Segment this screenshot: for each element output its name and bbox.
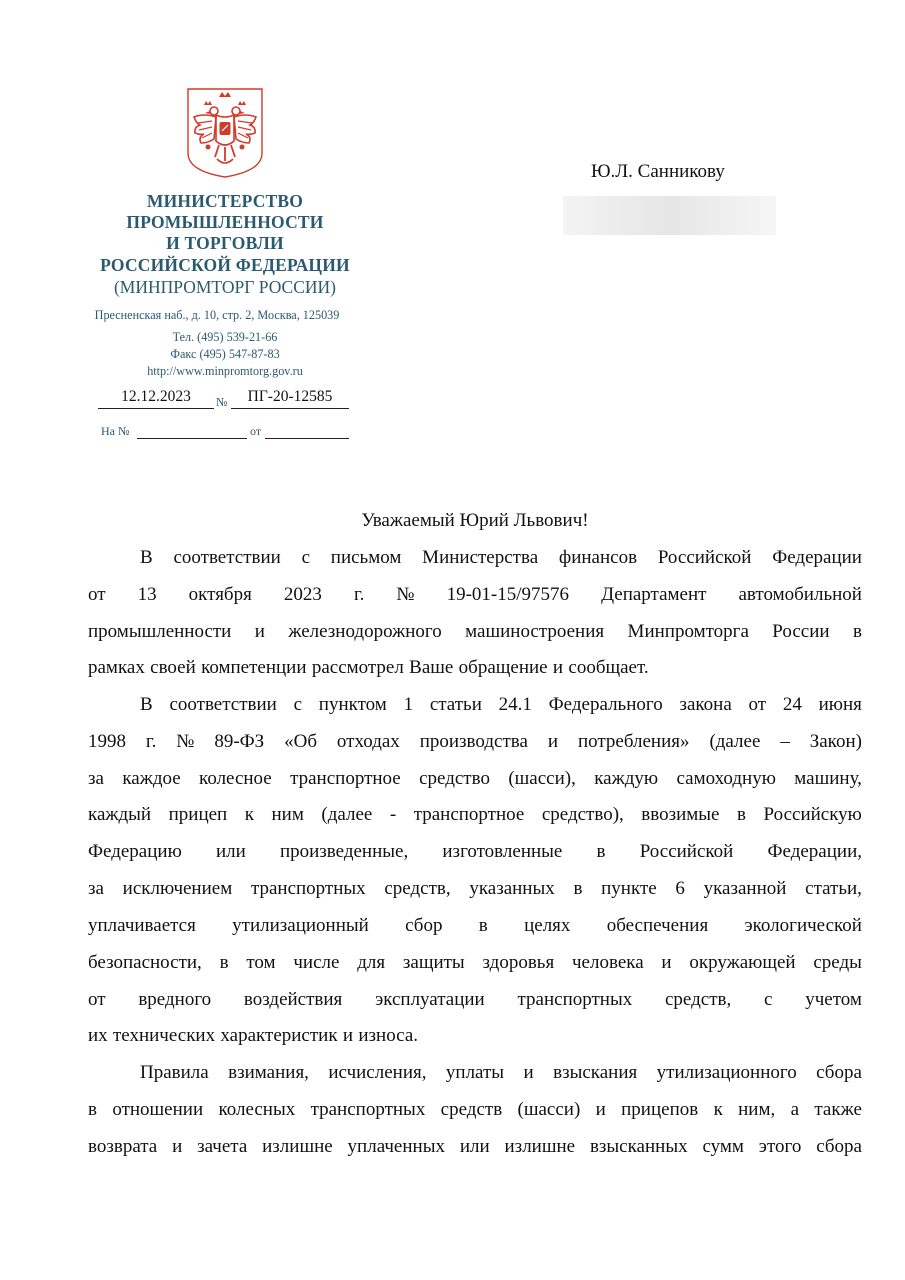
body-word: 24 (782, 694, 802, 715)
body-word: с (293, 694, 303, 715)
body-word: колесных (218, 1099, 296, 1120)
ministry-short-name: (МИНПРОМТОРГ РОССИИ) (113, 277, 336, 297)
ministry-name-line-4: РОССИЙСКОЙ ФЕДЕРАЦИИ (100, 255, 350, 275)
body-word: от (88, 989, 106, 1010)
body-word: уплачивается (88, 915, 196, 936)
body-word: каждое (122, 768, 181, 789)
body-word: безопасности, (88, 952, 202, 973)
body-word: № (396, 584, 415, 605)
body-word: технических (112, 1025, 216, 1046)
body-word: (далее (321, 804, 373, 825)
body-word: (шасси), (508, 768, 576, 789)
letter-date: 12.12.2023 (121, 388, 191, 405)
ministry-fax: Факс (495) 547-87-83 (170, 347, 280, 361)
body-word: каждую (594, 768, 659, 789)
body-word: окружающей (689, 952, 796, 973)
body-word: статьи (429, 694, 482, 715)
body-word: Федерации (772, 547, 862, 568)
number-underline (231, 408, 349, 409)
body-word: среды (813, 952, 862, 973)
body-word: закона (679, 694, 732, 715)
body-word: также (814, 1099, 862, 1120)
body-word: производства (419, 731, 528, 752)
redacted-block (563, 196, 776, 235)
body-word: за (88, 878, 104, 899)
body-line (88, 619, 862, 645)
body-line (88, 1023, 862, 1049)
body-word: машиностроения (465, 621, 605, 642)
body-word: автомобильной (738, 584, 862, 605)
body-word: и (547, 731, 559, 752)
body-word: каждый (88, 804, 152, 825)
body-word: промышленности (88, 621, 232, 642)
in-reply-label: На № (101, 424, 130, 438)
body-word: воздействия (243, 989, 343, 1010)
body-line (88, 582, 862, 608)
body-word: Закон) (809, 731, 862, 752)
body-word: возврата (88, 1136, 158, 1157)
body-word: в (88, 1099, 97, 1120)
body-word: в (478, 915, 488, 936)
body-line (88, 839, 862, 865)
body-word: здоровья (482, 952, 555, 973)
body-word: транспортное (290, 768, 401, 789)
body-word: и (552, 657, 564, 678)
body-word: зачета (197, 1136, 248, 1157)
body-word: г. (145, 731, 157, 752)
body-word: с (764, 989, 773, 1010)
body-word: 2023 (283, 584, 322, 605)
body-word: средство (419, 768, 490, 789)
body-word: Министерства (422, 547, 539, 568)
body-line (88, 987, 862, 1013)
body-word: числе (293, 952, 340, 973)
body-word: и (523, 1062, 534, 1083)
body-line (88, 1134, 862, 1160)
from-label: от (250, 424, 262, 438)
body-word: октября (188, 584, 252, 605)
date-underline (98, 408, 214, 409)
body-word: и (172, 1136, 183, 1157)
body-word: Ваше (409, 657, 454, 678)
body-word: г. (353, 584, 365, 605)
body-word: том (246, 952, 276, 973)
from-underline (265, 438, 349, 439)
body-word: В (140, 694, 153, 715)
letter-number: ПГ-20-12585 (247, 388, 333, 405)
body-word: и (254, 621, 265, 642)
body-word: утилизационный (232, 915, 369, 936)
body-word: ним, (738, 1099, 776, 1120)
body-word: исключением (122, 878, 233, 899)
body-word: 13 (137, 584, 157, 605)
body-word: защиты (402, 952, 465, 973)
body-word: или (215, 841, 246, 862)
body-line (88, 802, 862, 828)
body-word: России (772, 621, 830, 642)
body-word: 89-ФЗ (214, 731, 265, 752)
body-word: сбора (816, 1136, 862, 1157)
body-word: – (780, 731, 790, 752)
body-word: от (748, 694, 767, 715)
body-word: излишне (504, 1136, 576, 1157)
body-line (88, 1097, 862, 1123)
body-word: сумм (702, 1136, 744, 1157)
body-word: железнодорожного (288, 621, 442, 642)
body-word: 6 (675, 878, 685, 899)
ministry-name-line-2: ПРОМЫШЛЕННОСТИ (126, 212, 324, 232)
body-word: № (176, 731, 195, 752)
in-reply-underline (137, 438, 247, 439)
addressee-name: Ю.Л. Санникову (591, 161, 725, 182)
body-line (88, 766, 862, 792)
body-word: исчисления, (328, 1062, 427, 1083)
body-word: человека (571, 952, 644, 973)
body-word: с (301, 547, 311, 568)
body-word: или (459, 1136, 490, 1157)
body-word: в (737, 804, 746, 825)
ministry-name-line-1: МИНИСТЕРСТВО (146, 191, 304, 211)
salutation: Уважаемый Юрий Львович! (361, 510, 589, 531)
body-word: 24.1 (498, 694, 532, 715)
body-line (140, 692, 862, 718)
body-word: указанных (469, 878, 555, 899)
body-word: к (713, 1099, 723, 1120)
body-word: сообщает. (568, 657, 649, 678)
body-word: транспортных (310, 1099, 426, 1120)
body-line (140, 1060, 862, 1086)
body-word: утилизационного (656, 1062, 797, 1083)
body-word: (шасси) (517, 1099, 581, 1120)
body-word: соответствии (169, 694, 277, 715)
body-word: излишне (262, 1136, 333, 1157)
body-word: Российской (639, 841, 734, 862)
body-word: Федерации, (767, 841, 862, 862)
body-word: средств (440, 1099, 503, 1120)
body-word: средств, (665, 989, 732, 1010)
body-word: в (219, 952, 229, 973)
body-word: и (595, 1099, 606, 1120)
ministry-phone: Тел. (495) 539-21-66 (172, 330, 278, 344)
body-word: и (661, 952, 672, 973)
ministry-name-line-3: И ТОРГОВЛИ (166, 233, 284, 253)
body-word: статьи, (805, 878, 862, 899)
russian-coat-of-arms-icon (186, 87, 264, 179)
body-word: в (852, 621, 862, 642)
body-word: транспортное (413, 804, 525, 825)
body-word: вредного (138, 989, 212, 1010)
body-word: указанной (703, 878, 787, 899)
body-word: финансов (558, 547, 638, 568)
body-word: износа. (358, 1025, 419, 1046)
body-word: июня (818, 694, 862, 715)
body-line (88, 876, 862, 902)
body-word: сбор (405, 915, 443, 936)
body-word: взимания, (228, 1062, 309, 1083)
body-word: рассмотрел (311, 657, 404, 678)
body-word: пункте (601, 878, 657, 899)
body-word: самоходную (676, 768, 776, 789)
body-word: взыскания (553, 1062, 638, 1083)
body-word: компетенции (201, 657, 307, 678)
body-word: (далее (709, 731, 761, 752)
body-word: характеристик (220, 1025, 338, 1046)
body-word: В (140, 547, 153, 568)
body-word: своей (150, 657, 196, 678)
body-word: средств, (384, 878, 451, 899)
body-word: прицепов (621, 1099, 699, 1120)
body-word: изготовленные (442, 841, 563, 862)
body-word: машину, (794, 768, 862, 789)
body-word: потребления» (577, 731, 690, 752)
body-word: от (88, 584, 106, 605)
body-word: ним (271, 804, 304, 825)
body-word: 19-01-15/97576 (446, 584, 570, 605)
body-word: обеспечения (606, 915, 709, 936)
body-word: соответствии (173, 547, 281, 568)
body-word: в (596, 841, 606, 862)
body-word: 1 (403, 694, 414, 715)
body-word: 1998 (88, 731, 126, 752)
body-word: для (357, 952, 386, 973)
body-word: средство), (541, 804, 624, 825)
body-word: обращение (458, 657, 548, 678)
body-word: Российскую (763, 804, 862, 825)
body-word: Минпромторга (627, 621, 749, 642)
body-word: Федерацию (88, 841, 182, 862)
body-word: пунктом (318, 694, 387, 715)
body-word: Департамент (601, 584, 707, 605)
body-word: целях (524, 915, 571, 936)
body-word: эксплуатации (375, 989, 485, 1010)
body-word: отношении (112, 1099, 204, 1120)
body-word: рамках (88, 657, 145, 678)
body-word: прицеп (168, 804, 228, 825)
body-word: этого (758, 1136, 802, 1157)
body-word: в (573, 878, 583, 899)
body-word: отходах (336, 731, 400, 752)
body-word: произведенные, (279, 841, 409, 862)
body-line (88, 950, 862, 976)
body-word: транспортных (250, 878, 366, 899)
body-word: а (790, 1099, 800, 1120)
body-word: письмом (330, 547, 402, 568)
body-line (140, 545, 862, 571)
body-line (88, 729, 862, 755)
body-word: экологической (744, 915, 862, 936)
body-word: уплаченных (347, 1136, 445, 1157)
body-word: Федерального (548, 694, 663, 715)
body-word: уплаты (445, 1062, 505, 1083)
body-word: и (342, 1025, 354, 1046)
body-word: сбора (816, 1062, 862, 1083)
body-word: колесное (199, 768, 272, 789)
body-word: взысканных (589, 1136, 688, 1157)
body-word: - (389, 804, 397, 825)
body-line (88, 655, 862, 681)
body-word: к (244, 804, 254, 825)
body-line (88, 913, 862, 939)
body-word: ввозимые (641, 804, 720, 825)
body-word: «Об (284, 731, 317, 752)
ministry-website: http://www.minpromtorg.gov.ru (147, 364, 303, 378)
body-word: учетом (805, 989, 862, 1010)
ministry-address: Пресненская наб., д. 10, стр. 2, Москва, 125039 (94, 308, 340, 322)
body-word: Правила (140, 1062, 209, 1083)
body-word: транспортных (517, 989, 633, 1010)
body-word: за (88, 768, 104, 789)
body-word: их (88, 1025, 108, 1046)
body-word: Российской (657, 547, 752, 568)
number-label: № (216, 395, 228, 409)
